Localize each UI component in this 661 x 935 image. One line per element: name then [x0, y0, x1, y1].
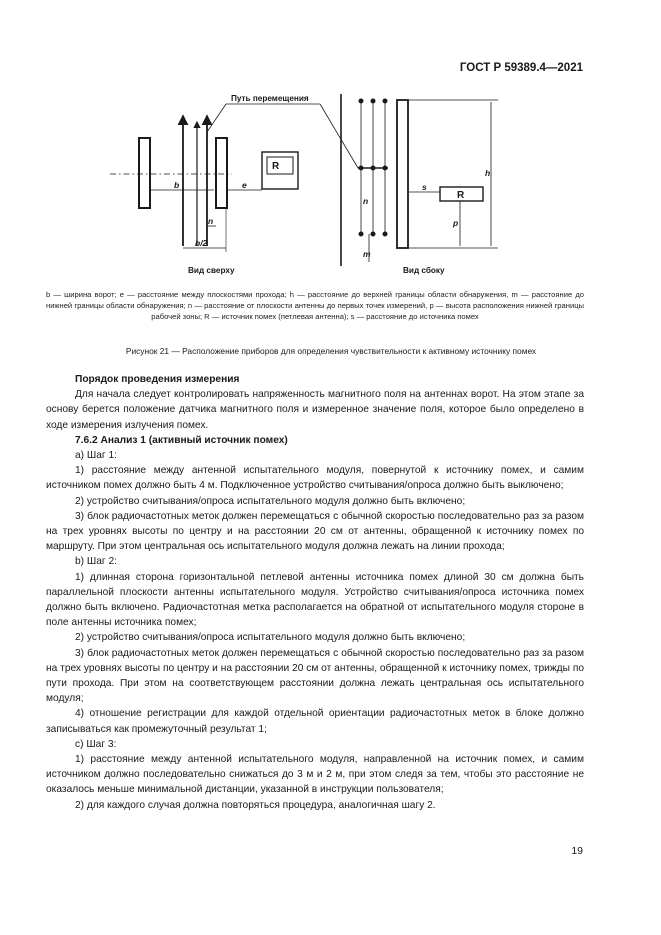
list-item: 3) блок радиочастотных меток должен перемещаться с обычной скоростью последовательно раз за разом на трех уровнях высоты по центру и на расстоянии 20 см от антенны, обращенной к источнику помех по маршруту. При этом центральная ось испытательного модуля должна лежать на линии прохода; — [46, 510, 584, 553]
side-view-diagram — [341, 94, 498, 266]
section-heading: Порядок проведения измерения — [75, 374, 240, 385]
list-item: 2) устройство считывания/опроса испытательного модуля должно быть включено; — [75, 632, 466, 644]
list-item: 1) расстояние между антенной испытательного модуля, повернутой к источнику помех, и самим источником помех должно быть 4 м. Подключенное устройство считывания/опроса должно быть выключено; — [46, 465, 584, 492]
list-item: 3) блок радиочастотных меток должен перемещаться с обычной скоростью последовательно раз за разом на трех уровнях высоты по центру и на расстоянии 20 см от антенны, обращенной к источнику помех, трижды по пути прохода. При этом на соответствующем расстоянии должна лежать центральная ось испытательного модуля; — [46, 647, 584, 705]
document-id: ГОСТ Р 59389.4—2021 — [459, 62, 583, 74]
paragraph: Для начала следует контролировать напряженность магнитного поля на антеннах ворот. На этом этапе за основу берется положение датчика магнитного поля и измеренное значение поля, которое было определено в ходе измерения излучения помех. — [46, 389, 584, 431]
label-R-side: R — [457, 190, 465, 201]
list-item: b) Шаг 2: — [75, 556, 117, 568]
path-leader — [207, 104, 226, 132]
gate-antenna-side — [397, 100, 408, 248]
top-view-diagram — [110, 104, 358, 252]
label-m: m — [363, 249, 371, 259]
label-e: e — [242, 180, 247, 190]
side-view-label: Вид сбоку — [403, 266, 445, 275]
list-item: 2) устройство считывания/опроса испытательного модуля должно быть включено; — [75, 495, 466, 507]
label-R-top: R — [272, 161, 280, 172]
path-label: Путь перемещения — [231, 94, 309, 103]
figure-21 — [0, 0, 661, 300]
body-text — [46, 372, 584, 813]
page-number: 19 — [571, 845, 583, 857]
figure-caption: Рисунок 21 — Расположение приборов для определения чувствительности к активному источнику помех — [125, 346, 537, 356]
label-b: b — [174, 180, 180, 190]
label-b2: b/2 — [195, 238, 208, 248]
list-item: 1) расстояние между антенной испытательного модуля, направленной на источник помех, и самим источником должно последовательно снижаться до 3 м и 2 м, при этом следя за тем, чтобы это расстояние не оказалось меньше минимальной дистанции, указанной в инструкции пользователя; — [46, 754, 584, 796]
label-h: h — [485, 168, 491, 178]
label-s: s — [422, 182, 427, 192]
figure-legend: b — ширина ворот; e — расстояние между плоскостями прохода; h — расстояние до верхней границы области обнаружения, m — расстояние до нижней границы области обнаружения; n — расстояние от плоскости антенны до первых точек измерений, p — высота расположения нижней границы рабочей зоны; R — источник помех (петлевая антенна); s — расстояние до источника помех — [46, 290, 584, 321]
gate-antenna-left — [139, 138, 150, 208]
list-item: 1) длинная сторона горизонтальной петлевой антенны источника помех длиной 30 см должна быть параллельной плоскости антенны испытательного модуля. Устройство считывания/опроса источника помех должно быть включено. Радиочастотная метка располагается на обратной от испытательного модуля стороне в поле антенны источника помех; — [46, 571, 584, 629]
list-item: 4) отношение регистрации для каждой отдельной ориентации радиочастотных меток в блоке должно записываться как промежуточный результат 1; — [46, 708, 584, 735]
list-item: a) Шаг 1: — [75, 450, 117, 462]
top-view-label: Вид сверху — [188, 266, 235, 275]
label-n-side: n — [363, 196, 369, 206]
label-p: p — [453, 218, 459, 228]
list-item: c) Шаг 3: — [75, 738, 117, 750]
label-n: n — [208, 216, 214, 226]
gate-antenna-right — [216, 138, 227, 208]
list-item: 2) для каждого случая должна повторяться процедура, аналогичная шагу 2. — [75, 799, 436, 811]
subsection-heading: 7.6.2 Анализ 1 (активный источник помех) — [75, 434, 288, 446]
